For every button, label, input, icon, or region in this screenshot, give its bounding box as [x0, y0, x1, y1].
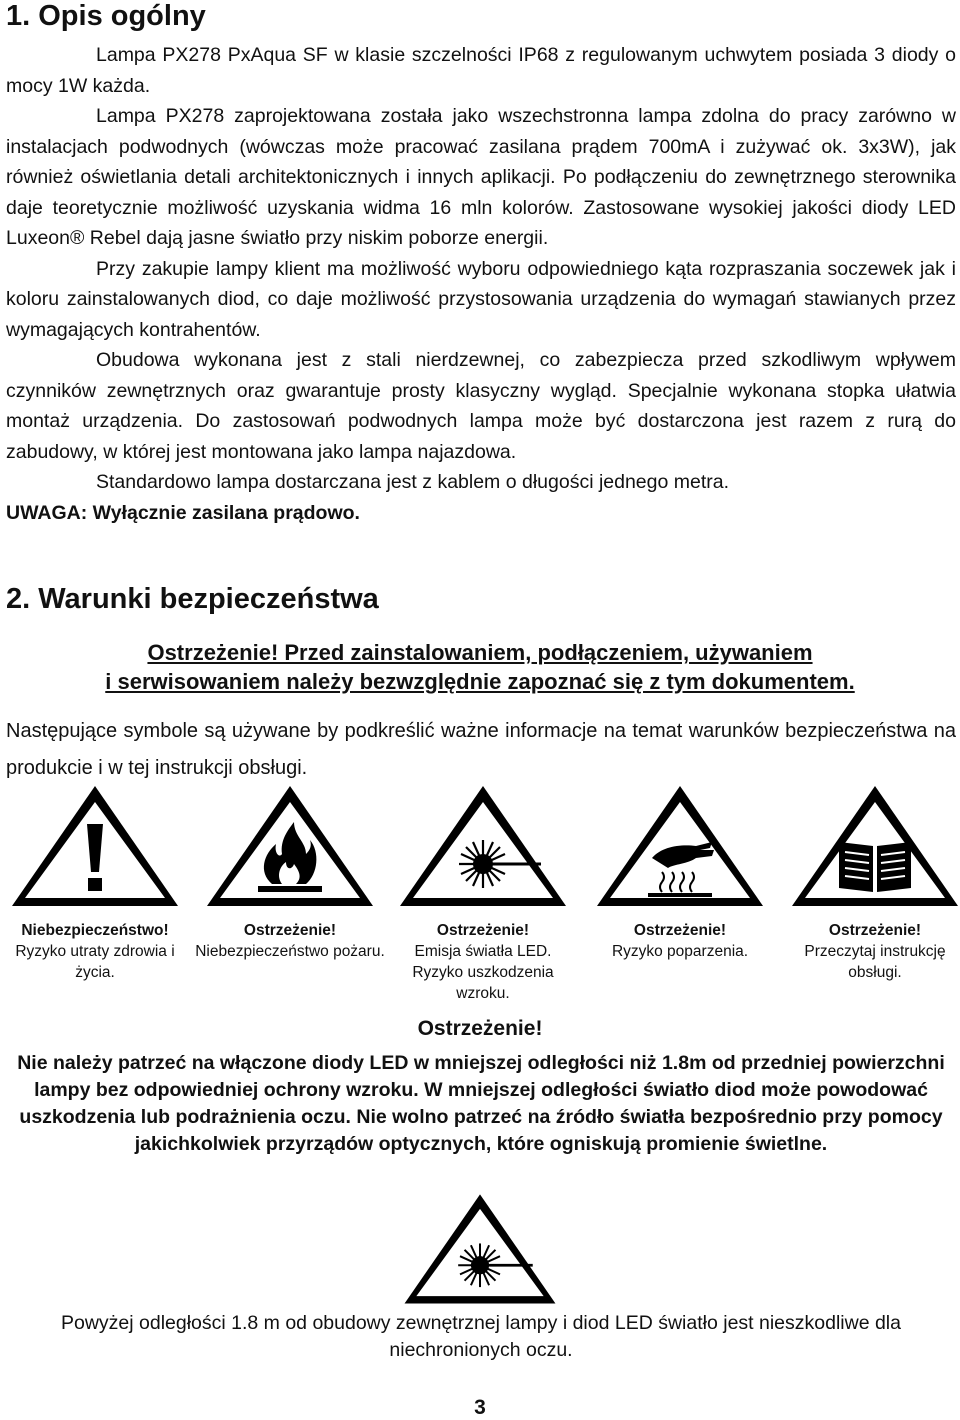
led-warning-title: Ostrzeżenie! — [417, 1017, 543, 1040]
sign-manual — [780, 780, 960, 983]
paragraph-1: Lampa PX278 PxAqua SF w klasie szczelności IP68 z regulowanym uchwytem posiada 3 diody o mocy 1W każda. — [6, 44, 956, 97]
document-warning-line-2: i serwisowaniem należy bezwzględnie zapoznać się z tym dokumentem. — [105, 669, 855, 694]
sign-danger — [0, 780, 190, 983]
paragraph-3: Przy zakupie lampy klient ma możliwość wyboru odpowiedniego kąta rozpraszania soczewek jak i koloru zainstalowanych diod, co daje możliwość przystosowania urządzenia do wymagań stawianych przez wymagających kontrahentów. — [6, 257, 956, 341]
sign-led-title: Ostrzeżenie! — [436, 922, 530, 939]
paragraph-5: Standardowo lampa dostarczana jest z kablem o długości jednego metra. — [96, 471, 730, 493]
paragraph-4: Obudowa wykonana jest z stali nierdzewnej, co zabezpiecza przed szkodliwym wpływem czynników zewnętrznych oraz gwarantuje prosty klasyczny wygląd. Specjalnie wykonana stopka ułatwia montaż urządzenia. Do zastosowań podwodnych lampa może być dostarczona jest razem z rurą do zabudowy, w której jest montowana jako lampa najazdowa. — [6, 349, 956, 463]
sign-burn-title: Ostrzeżenie! — [633, 922, 727, 939]
sign-danger-desc: Ryzyko utraty zdrowia i życia. — [15, 943, 175, 981]
hot-surface-icon — [592, 780, 768, 910]
laser-icon — [400, 1188, 560, 1308]
paragraph-2: Lampa PX278 zaprojektowana została jako wszechstronna lampa zdolna do pracy zarówno w instalacjach podwodnych (wówczas może pracować zasilana prądem 700mA i zużywać ok. 3x3W), jak również oświetlania detali architektonicznych i innych aplikacji. Po podłączeniu do zewnętrznego sterownika daje teoretycznie możliwość uzyskania widma 16 mln kolorów. Zastosowane wysokiej jakości diody LED Luxeon® Rebel dają jasne światło przy niskim poborze energii. — [6, 105, 956, 249]
flame-icon — [202, 780, 378, 910]
led-warning-body: Nie należy patrzeć na włączone diody LED w mniejszej odległości niż 1.8m od przedniej powierzchni lampy bez odpowiedniej ochrony wzroku. W mniejszej odległości światło diod może powodować uszkodzenia lub podrażnienia oczu. Nie wolno patrzeć na źródło światła bezpośrednio przy pomocy jakichkolwiek przyrządów optycznych, które ogniskują promienie świetlne. — [17, 1052, 945, 1155]
document-warning — [40, 638, 920, 696]
sign-led-desc: Emisja światła LED. Ryzyko uszkodzenia wzroku. — [412, 943, 554, 1002]
uwaga-note: UWAGA: Wyłącznie zasilana prądowo. — [6, 501, 360, 524]
symbols-intro: Następujące symbole są używane by podkreślić ważne informacje na temat warunków bezpieczeństwa na produkcie i w tej instrukcji obsługi. — [6, 720, 956, 779]
sign-burn-desc: Ryzyko poparzenia. — [611, 943, 749, 960]
sign-fire-desc: Niebezpieczeństwo pożaru. — [195, 943, 385, 960]
sign-led — [388, 780, 578, 1004]
manual-icon — [787, 780, 960, 910]
document-warning-line-1: Ostrzeżenie! Przed zainstalowaniem, podłączeniem, używaniem — [147, 640, 813, 665]
sign-manual-title: Ostrzeżenie! — [828, 922, 922, 939]
section-1-heading: 1. Opis ogólny — [6, 0, 206, 32]
sign-fire-title: Ostrzeżenie! — [243, 922, 337, 939]
sign-burn — [585, 780, 775, 962]
warning-signs-row — [0, 780, 960, 1020]
section-2-heading: 2. Warunki bezpieczeństwa — [6, 583, 379, 615]
laser-icon — [395, 780, 571, 910]
sign-fire — [195, 780, 385, 962]
sign-danger-title: Niebezpieczeństwo! — [21, 922, 169, 939]
exclamation-icon — [7, 780, 183, 910]
page-number: 3 — [474, 1396, 486, 1419]
section-1-body — [6, 40, 956, 528]
sign-manual-desc: Przeczytaj instrukcję obsługi. — [804, 943, 946, 981]
safe-distance-note: Powyżej odległości 1.8 m od obudowy zewnętrznej lampy i diod LED światło jest nieszkodliwe dla niechronionych oczu. — [60, 1312, 901, 1361]
